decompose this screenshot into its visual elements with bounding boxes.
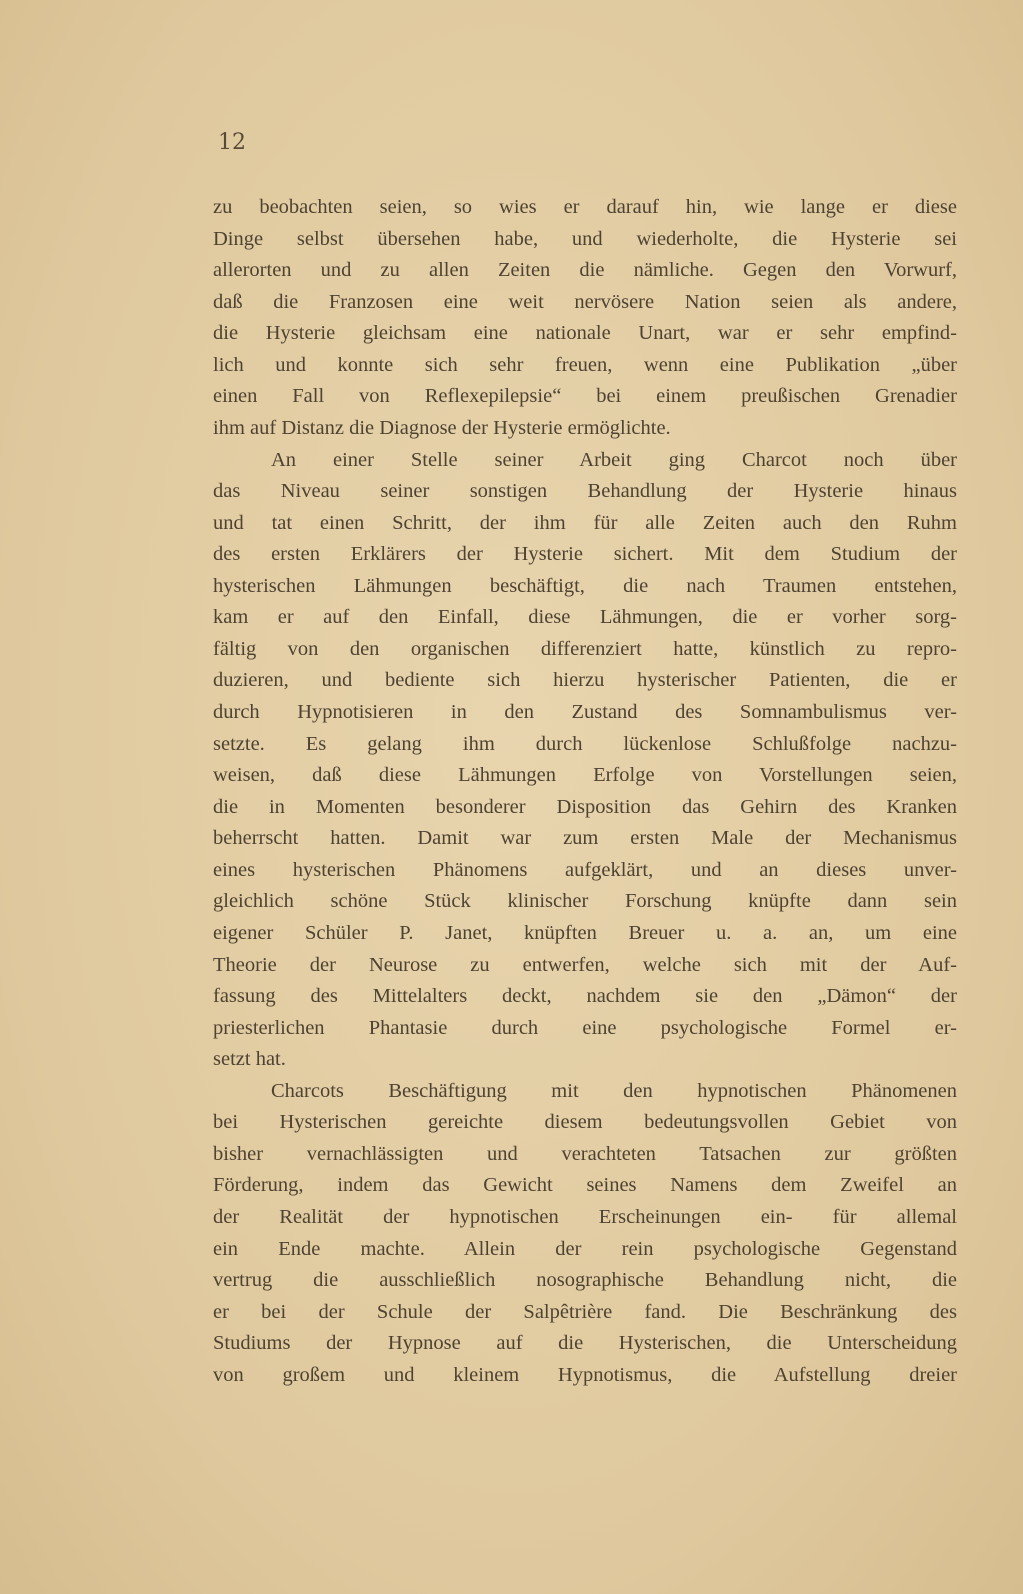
text-line: beherrscht hatten. Damit war zum ersten Male der Mechanismus bbox=[213, 827, 957, 850]
text-line: bisher vernachlässigten und verachteten Tatsachen zur größten bbox=[213, 1142, 957, 1165]
text-line: priesterlichen Phantasie durch eine psychologische Formel er- bbox=[213, 1016, 957, 1039]
text-line: eines hysterischen Phänomens aufgeklärt, und an dieses unver- bbox=[213, 858, 957, 881]
text-line: lich und konnte sich sehr freuen, wenn eine Publikation „über bbox=[213, 353, 957, 376]
text-line: Dinge selbst übersehen habe, und wiederholte, die Hysterie sei bbox=[213, 227, 957, 250]
text-line: die Hysterie gleichsam eine nationale Unart, war er sehr empfind- bbox=[213, 322, 957, 345]
text-line: weisen, daß diese Lähmungen Erfolge von Vorstellungen seien, bbox=[213, 764, 957, 787]
text-line: die in Momenten besonderer Disposition das Gehirn des Kranken bbox=[213, 795, 957, 818]
text-line: von großem und kleinem Hypnotismus, die Aufstellung dreier bbox=[213, 1363, 957, 1386]
text-line: der Realität der hypnotischen Erscheinungen ein- für allemal bbox=[213, 1206, 957, 1228]
text-line: Studiums der Hypnose auf die Hysterischen, die Unterscheidung bbox=[213, 1332, 957, 1355]
text-line: An einer Stelle seiner Arbeit ging Charcot noch über bbox=[271, 448, 957, 471]
text-line: Theorie der Neurose zu entwerfen, welche sich mit der Auf- bbox=[213, 953, 957, 976]
text-line: zu beobachten seien, so wies er darauf hin, wie lange er diese bbox=[213, 196, 957, 218]
text-line: einen Fall von Reflexepilepsie“ bei einem preußischen Grenadier bbox=[213, 385, 957, 408]
text-line: er bei der Schule der Salpêtrière fand. Die Beschränkung des bbox=[213, 1300, 957, 1323]
text-line: ein Ende machte. Allein der rein psychologische Gegenstand bbox=[213, 1237, 957, 1260]
body-text bbox=[213, 192, 957, 1391]
text-line: duzieren, und bediente sich hierzu hysterischer Patienten, die er bbox=[213, 669, 957, 692]
text-line: eigener Schüler P. Janet, knüpften Breuer u. a. an, um eine bbox=[213, 921, 957, 944]
page-number: 12 bbox=[218, 130, 246, 155]
text-line: des ersten Erklärers der Hysterie sichert. Mit dem Studium der bbox=[213, 543, 957, 566]
text-line: fältig von den organischen differenziert hatte, künstlich zu repro- bbox=[213, 637, 957, 660]
text-line: hysterischen Lähmungen beschäftigt, die nach Traumen entstehen, bbox=[213, 574, 957, 597]
text-line: ihm auf Distanz die Diagnose der Hysterie ermöglichte. bbox=[213, 416, 671, 439]
text-line: das Niveau seiner sonstigen Behandlung der Hysterie hinaus bbox=[213, 480, 957, 503]
text-line: gleichlich schöne Stück klinischer Forschung knüpfte dann sein bbox=[213, 890, 957, 913]
text-line: und tat einen Schritt, der ihm für alle Zeiten auch den Ruhm bbox=[213, 511, 957, 534]
text-line: fassung des Mittelalters deckt, nachdem sie den „Dämon“ der bbox=[213, 985, 957, 1008]
text-line: allerorten und zu allen Zeiten die nämliche. Gegen den Vorwurf, bbox=[213, 259, 957, 282]
text-line: vertrug die ausschließlich nosographische Behandlung nicht, die bbox=[213, 1269, 957, 1292]
text-line: Förderung, indem das Gewicht seines Namens dem Zweifel an bbox=[213, 1174, 957, 1197]
text-line: setzte. Es gelang ihm durch lückenlose Schlußfolge nachzu- bbox=[213, 732, 957, 755]
text-line: kam er auf den Einfall, diese Lähmungen, die er vorher sorg- bbox=[213, 606, 957, 629]
text-line: Charcots Beschäftigung mit den hypnotischen Phänomenen bbox=[271, 1079, 957, 1102]
text-line: daß die Franzosen eine weit nervösere Nation seien als andere, bbox=[213, 290, 957, 313]
text-line: setzt hat. bbox=[213, 1048, 286, 1071]
text-line: durch Hypnotisieren in den Zustand des Somnambulismus ver- bbox=[213, 701, 957, 723]
text-line: bei Hysterischen gereichte diesem bedeutungsvollen Gebiet von bbox=[213, 1111, 957, 1134]
